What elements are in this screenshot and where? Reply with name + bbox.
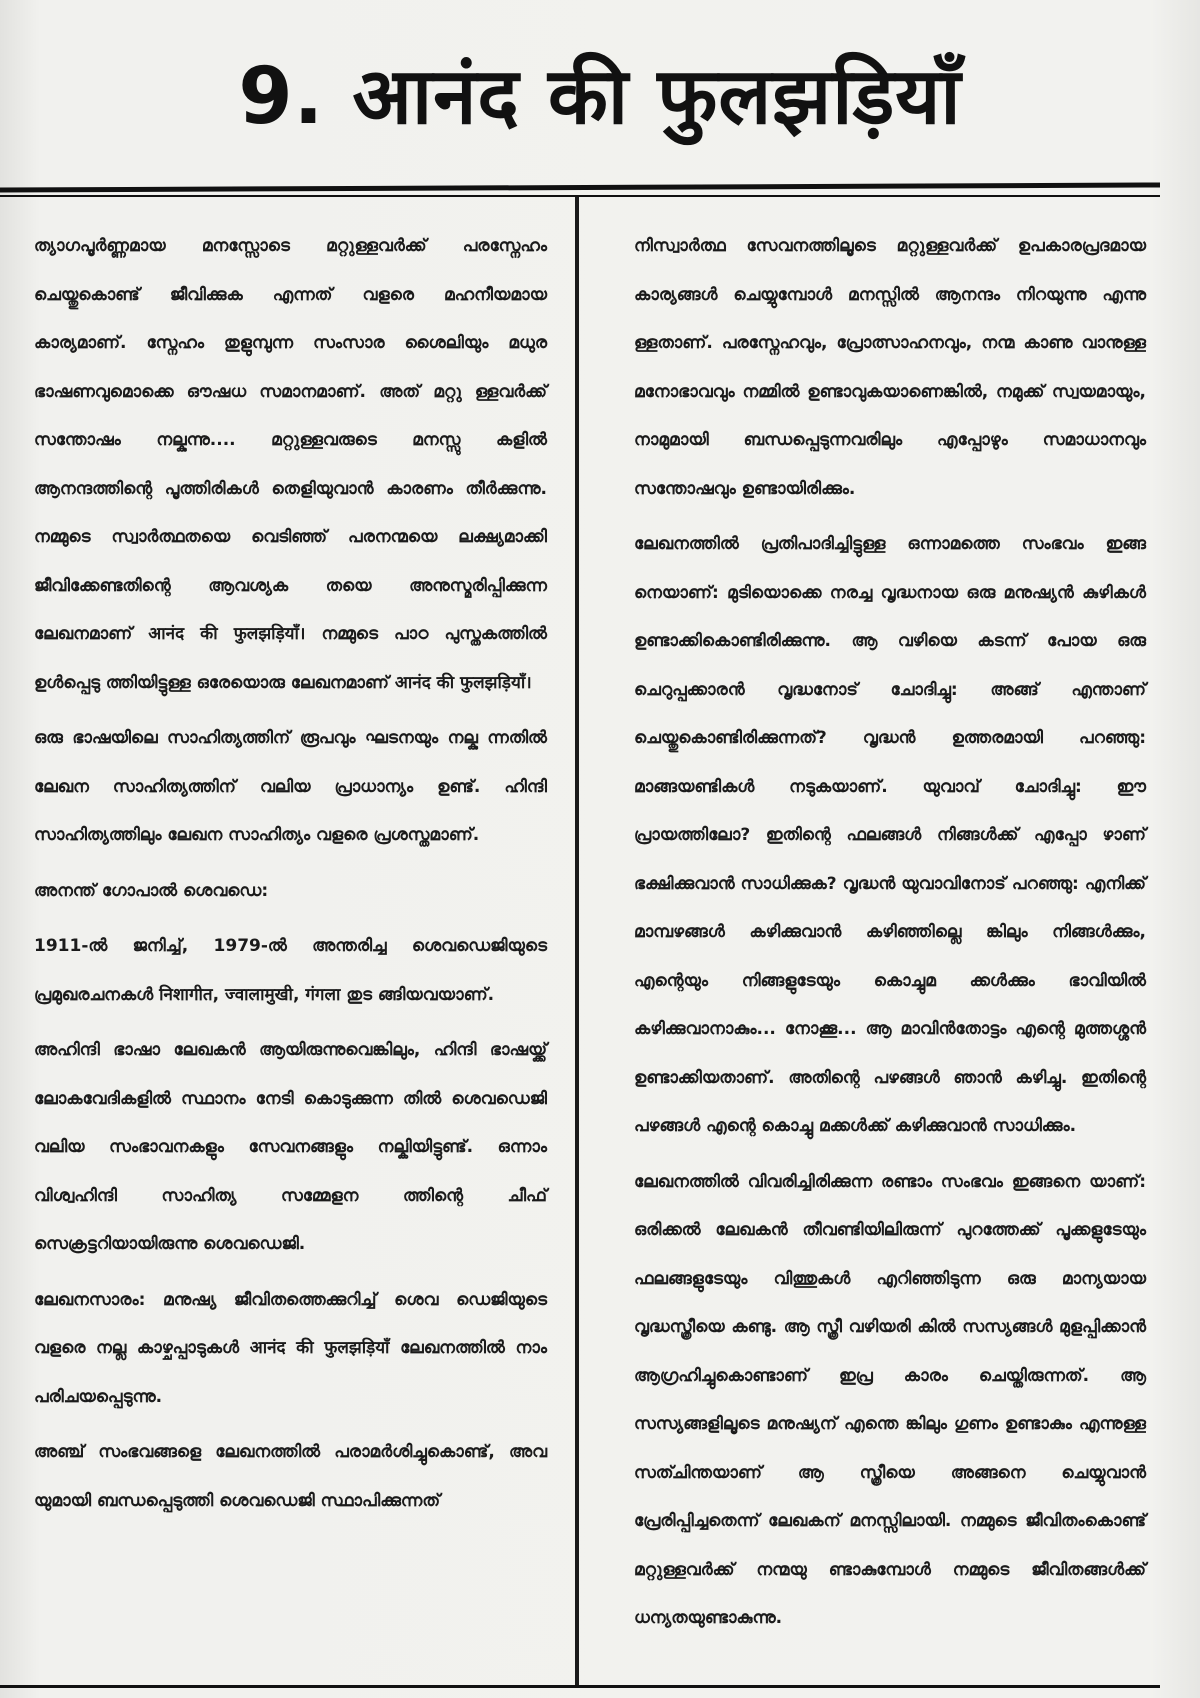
paragraph-author-bio: 1911-ൽ ജനിച്ച്, 1979-ൽ അന്തരിച്ച ശെവഡെജിയുടെ പ്രമുഖരചനകൾ निशागीत, ज्वालामुखी, गंगला തുട ങ്ങിയവയാണ്. xyxy=(34,936,547,1005)
paragraph-first-event: ലേഖനത്തിൽ പ്രതിപാദിച്ചിട്ടുള്ള ഒന്നാമത്തെ സംഭവം ഇങ്ങ നെയാണ്: മുടിയൊക്കെ നരച്ച വൃദ്ധനായ ഒരു മനുഷ്യൻ കുഴികൾ ഉണ്ടാക്കികൊണ്ടിരിക്കുന്നു. ആ വഴിയെ കടന്ന് പോയ ഒരു ചെറുപ്പക്കാരൻ വൃദ്ധനോട് ചോദിച്ചു: അങ്ങ് എന്താണ് ചെയ്തുകൊണ്ടിരിക്കുന്നത്? വൃദ്ധൻ ഉത്തരമായി പറഞ്ഞു: മാങ്ങയണ്ടികൾ നടുകയാണ്. യുവാവ് ചോദിച്ചു: ഈ പ്രായത്തിലോ? ഇതിന്റെ ഫലങ്ങൾ നിങ്ങൾക്ക് എപ്പോ ഴാണ് ഭക്ഷിക്കുവാൻ സാധിക്കുക? വൃദ്ധൻ യുവാവിനോട് പറഞ്ഞു: എനിക്ക് മാമ്പഴങ്ങൾ കഴിക്കുവാൻ കഴിഞ്ഞില്ലെ ങ്കിലും നിങ്ങൾക്കും, എന്റെയും നിങ്ങളുടേയും കൊച്ചുമ ക്കൾക്കും ഭാവിയിൽ കഴിക്കുവാനാകും... നോക്കൂ... ആ മാവിൻതോട്ടം എന്റെ മുത്തശ്ശൻ ഉണ്ടാക്കിയതാണ്. അതിന്റെ പഴങ്ങൾ ഞാൻ കഴിച്ചു. ഇതിന്റെ പഴങ്ങൾ എന്റെ കൊച്ചു മക്കൾക്ക് കഴിക്കുവാൻ സാധിക്കും. xyxy=(634,534,1146,1136)
author-heading: അനന്ത് ഗോപാൽ ശെവഡെ: xyxy=(34,880,269,901)
paragraph-intro: ത്യാഗപൂർണ്ണമായ മനസ്സോടെ മറ്റുള്ളവർക്ക് പരസ്നേഹം ചെയ്തുകൊണ്ട് ജീവിക്കുക എന്നത് വളരെ മഹനീയമായ കാര്യമാണ്. സ്നേഹം തുളുമ്പുന്ന സംസാര ശൈലിയും മധുര ഭാഷണവുമൊക്കെ ഔഷധ സമാനമാണ്. അത് മറ്റു ള്ളവർക്ക് സന്തോഷം നല്കുന്നു.... മറ്റുള്ളവരുടെ മനസ്സു കളിൽ ആനന്ദത്തിന്റെ പൂത്തിരികൾ തെളിയുവാൻ കാരണം തീർക്കുന്നു. നമ്മുടെ സ്വാർത്ഥതയെ വെടിഞ്ഞ് പരനന്മയെ ലക്ഷ്യമാക്കി ജീവിക്കേണ്ടതിന്റെ ആവശ്യക തയെ അനുസ്മരിപ്പിക്കുന്ന ലേഖനമാണ് आनंद की फुलझड़ियाँ। നമ്മുടെ പാഠ പുസ്തകത്തിൽ ഉൾപ്പെടു ത്തിയിട്ടുള്ള ഒരേയൊരു ലേഖനമാണ് आनंद की फुलझड़ियाँ। xyxy=(34,236,547,693)
paragraph-five-events: അഞ്ച് സംഭവങ്ങളെ ലേഖനത്തിൽ പരാമർശിച്ചുകൊണ്ട്, അവ യുമായി ബന്ധപ്പെടുത്തി ശെവഡെജി സ്ഥാപിക്കുന്നത് xyxy=(34,1442,547,1511)
left-column xyxy=(34,222,547,1532)
paragraph-essay-literature: ഒരു ഭാഷയിലെ സാഹിത്യത്തിന് രൂപവും ഘടനയും നല്കു ന്നതിൽ ലേഖന സാഹിത്യത്തിന് വലിയ പ്രാധാന്യം ഉണ്ട്. ഹിന്ദി സാഹിത്യത്തിലും ലേഖന സാഹിത്യം വളരെ പ്രശസ്തമാണ്. xyxy=(34,728,547,845)
paragraph-author-contribution: അഹിന്ദി ഭാഷാ ലേഖകൻ ആയിരുന്നുവെങ്കിലും, ഹിന്ദി ഭാഷയ്ക്ക് ലോകവേദികളിൽ സ്ഥാനം നേടി കൊടുക്കുന്ന തിൽ ശെവഡെജി വലിയ സംഭാവനകളും സേവനങ്ങളും നല്കിയിട്ടുണ്ട്. ഒന്നാം വിശ്വഹിന്ദി സാഹിത്യ സമ്മേളന ത്തിന്റെ ചീഫ് സെക്രട്ടറിയായിരുന്നു ശെവഡെജി. xyxy=(34,1040,547,1254)
column-divider xyxy=(575,197,579,1687)
paragraph-summary: ലേഖനസാരം: മനുഷ്യ ജീവിതത്തെക്കുറിച്ച് ശെവ ഡെജിയുടെ വളരെ നല്ല കാഴ്ചപ്പാടുകൾ आनंद की फुलझड़ियाँ ലേഖനത്തിൽ നാം പരിചയപ്പെടുന്നു. xyxy=(34,1289,547,1407)
right-column xyxy=(634,222,1146,1650)
footer-rule xyxy=(0,1685,1160,1688)
page-title: 9. आनंद की फुलझड़ियाँ xyxy=(238,52,962,142)
paragraph-second-event: ലേഖനത്തിൽ വിവരിച്ചിരിക്കുന്ന രണ്ടാം സംഭവം ഇങ്ങനെ യാണ്: ഒരിക്കൽ ലേഖകൻ തീവണ്ടിയിലിരുന്ന് പുറത്തേക്ക് പൂക്കളുടേയും ഫലങ്ങളുടേയും വിത്തുകൾ എറിഞ്ഞിടുന്ന ഒരു മാന്യയായ വൃദ്ധസ്ത്രീയെ കണ്ടു. ആ സ്ത്രീ വഴിയരി കിൽ സസ്യങ്ങൾ മുളപ്പിക്കാൻ ആഗ്രഹിച്ചുകൊണ്ടാണ് ഇപ്ര കാരം ചെയ്തിരുന്നത്. ആ സസ്യങ്ങളിലൂടെ മനുഷ്യന് എന്തെ ങ്കിലും ഗുണം ഉണ്ടാകും എന്നുള്ള സത്ചിന്തയാണ് ആ സ്ത്രീയെ അങ്ങനെ ചെയ്യുവാൻ പ്രേരിപ്പിച്ചതെന്ന് ലേഖകന് മനസ്സിലായി. നമ്മുടെ ജീവിതംകൊണ്ട് മറ്റുള്ളവർക്ക് നന്മയു ണ്ടാകുമ്പോൾ നമ്മുടെ ജീവിതങ്ങൾക്ക് ധന്യതയുണ്ടാകുന്നു. xyxy=(634,1171,1146,1628)
paragraph-selfless-service: നിസ്വാർത്ഥ സേവനത്തിലൂടെ മറ്റുള്ളവർക്ക് ഉപകാരപ്രദമായ കാര്യങ്ങൾ ചെയ്യുമ്പോൾ മനസ്സിൽ ആനന്ദം നിറയുന്നു എന്നു ള്ളതാണ്. പരസ്നേഹവും, പ്രോത്സാഹനവും, നന്മ കാണു വാനുള്ള മനോഭാവവും നമ്മിൽ ഉണ്ടാവുകയാണെങ്കിൽ, നമുക്ക് സ്വയമായും, നാമുമായി ബന്ധപ്പെടുന്നവരിലും എപ്പോഴും സമാധാനവും സന്തോഷവും ഉണ്ടായിരിക്കും. xyxy=(634,236,1146,499)
header-rule xyxy=(0,182,1160,192)
header-rule-thin xyxy=(0,195,1160,197)
